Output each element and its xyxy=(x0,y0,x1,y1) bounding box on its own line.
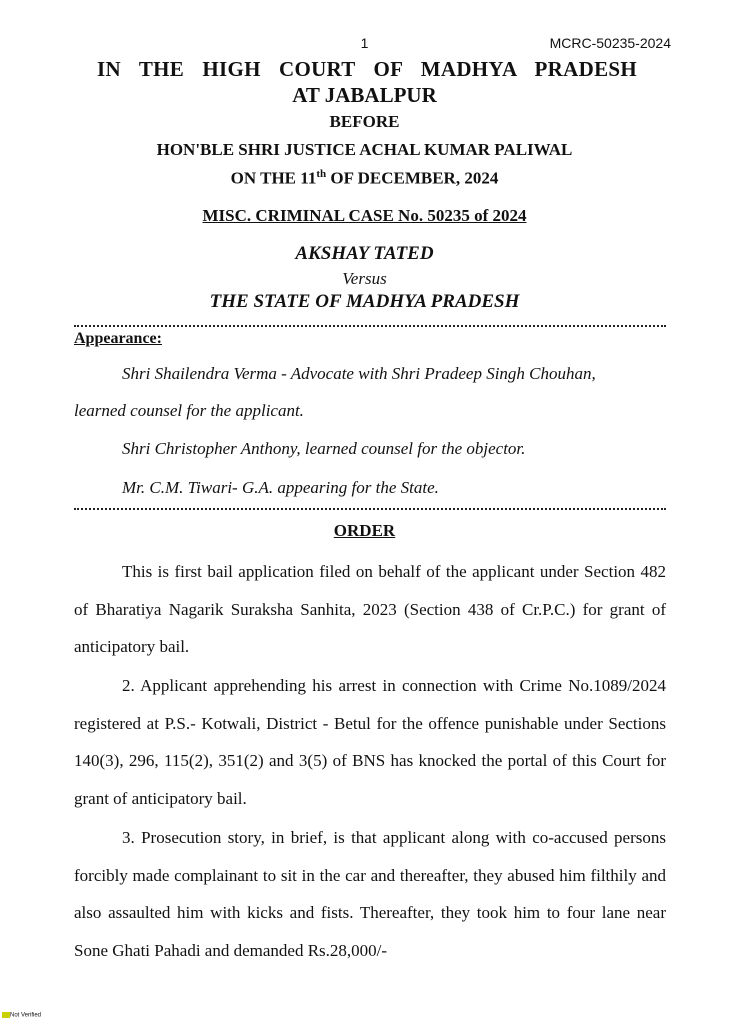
order-paragraph-1-text: This is first bail application filed on behalf of the applicant under Section 482 of Bharatiya Nagarik Suraksha Sanhita, 2023 (Section 438 of Cr.P.C.) for grant of anticipatory bail. xyxy=(74,562,666,656)
order-paragraph-1 xyxy=(74,553,666,666)
case-reference: MCRC-50235-2024 xyxy=(549,35,671,51)
appearance-state-counsel: Mr. C.M. Tiwari- G.A. appearing for the State. xyxy=(122,478,439,497)
date-prefix: ON THE 11 xyxy=(230,168,317,188)
respondent-name: THE STATE OF MADHYA PRADESH xyxy=(209,291,520,312)
case-title-wrap xyxy=(0,206,729,226)
divider-bottom xyxy=(74,508,666,510)
order-paragraph-2-text: 2. Applicant apprehending his arrest in connection with Crime No.1089/2024 registered at P.S.- Kotwali, District - Betul for the offence punishable under Sections 140(3), 296, 115(2), 351(2) and 3(5) of BNS has knocked the portal of this Court for grant of anticipatory bail. xyxy=(74,676,666,808)
appearance-objector-counsel: Shri Christopher Anthony, learned counsel for the objector. xyxy=(122,439,526,458)
appearance-applicant-counsel: Shri Shailendra Verma - Advocate with Shri Pradeep Singh Chouhan, xyxy=(122,364,596,383)
order-paragraph-3 xyxy=(74,819,666,969)
verification-stamp xyxy=(2,1012,41,1019)
page-number: 1 xyxy=(360,35,369,51)
verification-mark xyxy=(2,1012,10,1018)
court-location: AT JABALPUR xyxy=(292,83,437,107)
order-paragraph-2 xyxy=(74,667,666,817)
judge-name: HON'BLE SHRI JUSTICE ACHAL KUMAR PALIWAL xyxy=(156,140,573,159)
divider-top xyxy=(74,325,666,327)
versus-label: Versus xyxy=(342,269,387,288)
appearance-applicant-counsel-cont: learned counsel for the applicant. xyxy=(74,401,304,420)
case-title: MISC. CRIMINAL CASE No. 50235 of 2024 xyxy=(202,206,527,225)
date-suffix: OF DECEMBER, 2024 xyxy=(326,168,499,188)
order-heading-wrap xyxy=(0,521,729,541)
verification-text: Not Verified xyxy=(10,1012,42,1019)
date-superscript: th xyxy=(316,168,327,180)
appearance-heading: Appearance: xyxy=(74,330,162,347)
court-name: IN THE HIGH COURT OF MADHYA PRADESH xyxy=(97,57,637,81)
applicant-name: AKSHAY TATED xyxy=(295,243,434,264)
order-paragraph-3-text: 3. Prosecution story, in brief, is that applicant along with co-accused persons forcibly made complainant to sit in the car and thereafter, they abused him filthily and also assaulted him with kicks and fists. Thereafter, they took him to four lane near Sone Ghati Pahadi and demanded Rs.28,000/- xyxy=(74,828,666,960)
order-date xyxy=(0,168,729,189)
order-heading: ORDER xyxy=(333,521,396,540)
before-label: BEFORE xyxy=(329,112,400,131)
